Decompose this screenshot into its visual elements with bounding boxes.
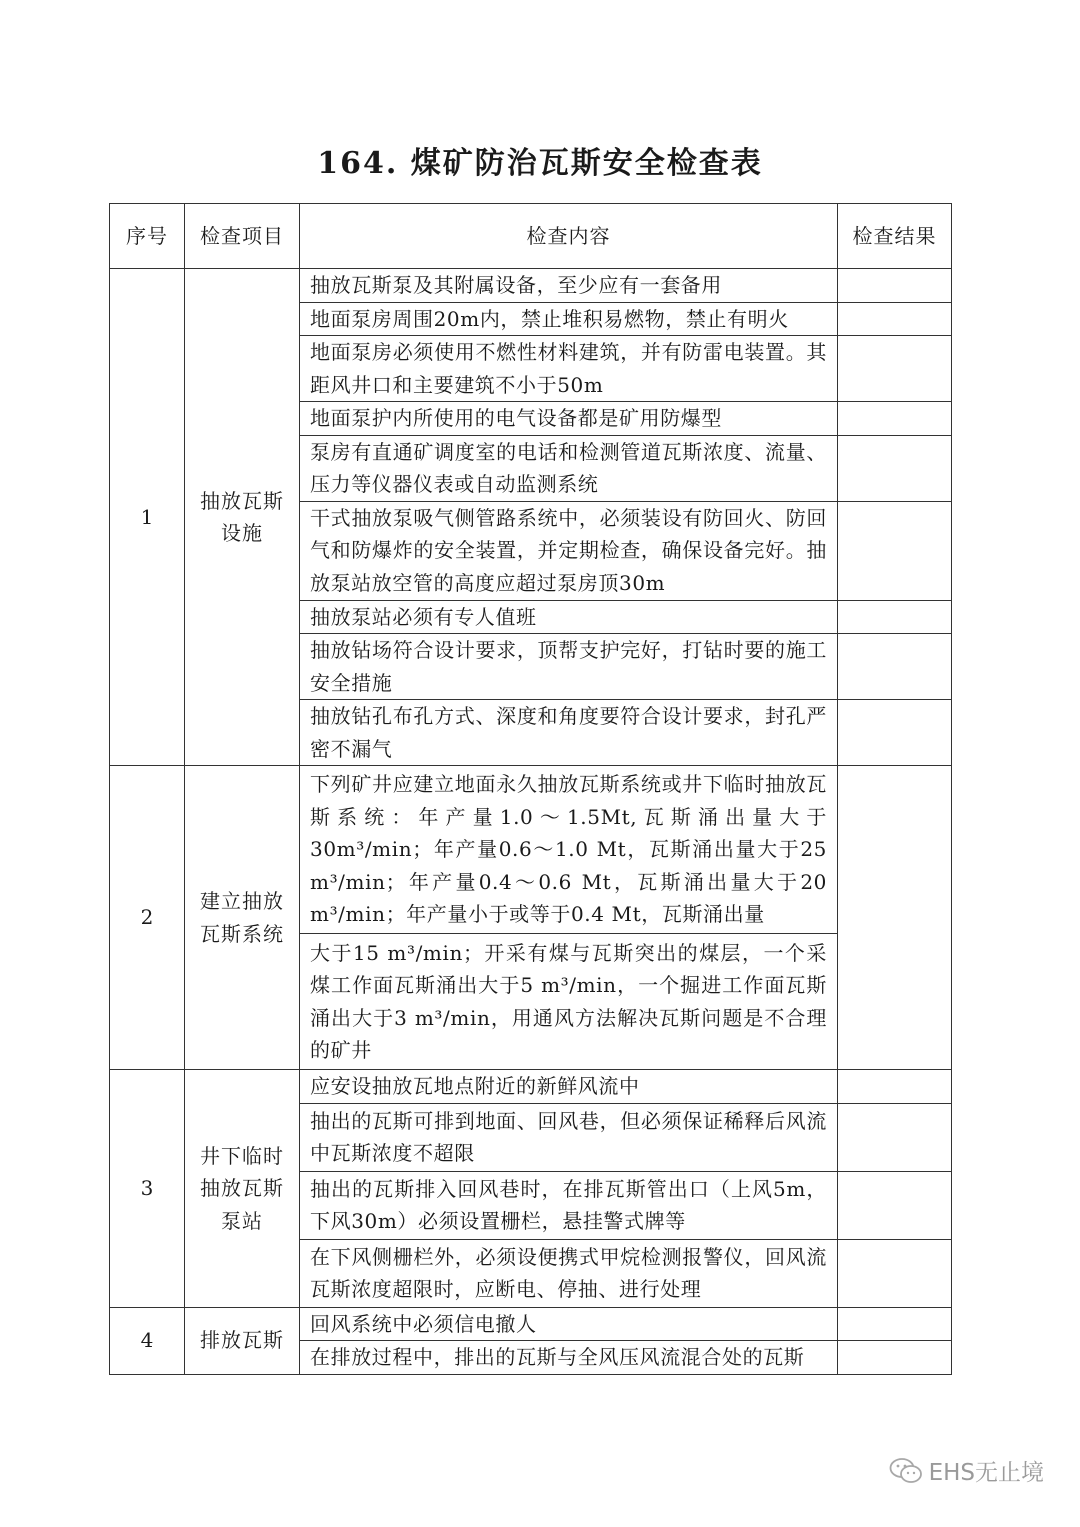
result-cell <box>838 1307 952 1341</box>
result-cell <box>838 700 952 766</box>
result-cell <box>838 634 952 700</box>
content-cell: 大于15 m³/min；开采有煤与瓦斯突出的煤层，一个采煤工作面瓦斯涌出大于5 m³/min，一个掘进工作面瓦斯涌出大于3 m³/min，用通风方法解决瓦斯问题是不合理的矿井 <box>300 934 838 1070</box>
item-cell: 建立抽放瓦斯系统 <box>185 766 300 1070</box>
result-cell <box>838 1239 952 1307</box>
content-cell: 抽放瓦斯泵及其附属设备，至少应有一套备用 <box>300 269 838 303</box>
content-cell: 抽放泵站必须有专人值班 <box>300 600 838 634</box>
item-cell: 井下临时抽放瓦斯泵站 <box>185 1070 300 1308</box>
header-seq: 序号 <box>110 204 185 269</box>
table-row <box>110 1307 952 1341</box>
item-cell: 抽放瓦斯设施 <box>185 269 300 766</box>
content-cell: 地面泵护内所使用的电气设备都是矿用防爆型 <box>300 402 838 436</box>
header-result: 检查结果 <box>838 204 952 269</box>
result-cell <box>838 402 952 436</box>
page-title: 164. 煤矿防治瓦斯安全检查表 <box>317 146 763 181</box>
watermark-text: EHS无止境 <box>928 1460 1044 1486</box>
seq-cell: 4 <box>110 1307 185 1374</box>
content-cell: 抽放钻孔布孔方式、深度和角度要符合设计要求，封孔严密不漏气 <box>300 700 838 766</box>
inspection-table <box>109 203 952 1375</box>
seq-cell: 1 <box>110 269 185 766</box>
result-cell <box>838 1103 952 1171</box>
content-cell: 抽出的瓦斯排入回风巷时，在排瓦斯管出口（上风5m，下风30m）必须设置栅栏，悬挂警式牌等 <box>300 1171 838 1239</box>
table-row <box>110 1070 952 1104</box>
result-cell <box>838 302 952 336</box>
content-cell: 抽出的瓦斯可排到地面、回风巷，但必须保证稀释后风流中瓦斯浓度不超限 <box>300 1103 838 1171</box>
header-item: 检查项目 <box>185 204 300 269</box>
content-cell: 泵房有直通矿调度室的电话和检测管道瓦斯浓度、流量、压力等仪器仪表或自动监测系统 <box>300 435 838 501</box>
seq-cell: 3 <box>110 1070 185 1308</box>
seq-cell: 2 <box>110 766 185 1070</box>
result-cell <box>838 336 952 402</box>
result-cell <box>838 600 952 634</box>
result-cell <box>838 1171 952 1239</box>
content-cell: 下列矿井应建立地面永久抽放瓦斯系统或井下临时抽放瓦斯系统：年产量1.0～1.5Mt,瓦斯涌出量大于30m³/min；年产量0.6～1.0 Mt，瓦斯涌出量大于25 m³/min；年产量0.4～0.6 Mt，瓦斯涌出量大于20 m³/min；年产量小于或等于0.4 Mt，瓦斯涌出量 <box>300 766 838 934</box>
table-row <box>110 766 952 934</box>
content-cell: 干式抽放泵吸气侧管路系统中，必须装设有防回火、防回气和防爆炸的安全装置，并定期检查，确保设备完好。抽放泵站放空管的高度应超过泵房顶30m <box>300 501 838 600</box>
result-cell <box>838 1341 952 1375</box>
result-cell <box>838 766 952 1070</box>
result-cell <box>838 435 952 501</box>
result-cell <box>838 501 952 600</box>
content-cell: 抽放钻场符合设计要求，顶帮支护完好，打钻时要的施工安全措施 <box>300 634 838 700</box>
content-cell: 在下风侧栅栏外，必须设便携式甲烷检测报警仪，回风流瓦斯浓度超限时，应断电、停抽、进行处理 <box>300 1239 838 1307</box>
result-cell <box>838 269 952 303</box>
table-row <box>110 269 952 303</box>
wechat-icon <box>889 1457 923 1485</box>
header-content: 检查内容 <box>300 204 838 269</box>
content-cell: 地面泵房必须使用不燃性材料建筑，并有防雷电装置。其距风井口和主要建筑不小于50m <box>300 336 838 402</box>
content-cell: 地面泵房周围20m内，禁止堆积易燃物，禁止有明火 <box>300 302 838 336</box>
content-cell: 应安设抽放瓦地点附近的新鲜风流中 <box>300 1070 838 1104</box>
header-row <box>110 204 952 269</box>
item-cell: 排放瓦斯 <box>185 1307 300 1374</box>
content-cell: 回风系统中必须信电撤人 <box>300 1307 838 1341</box>
result-cell <box>838 1070 952 1104</box>
watermark <box>889 1454 1044 1487</box>
content-cell: 在排放过程中，排出的瓦斯与全风压风流混合处的瓦斯 <box>300 1341 838 1375</box>
